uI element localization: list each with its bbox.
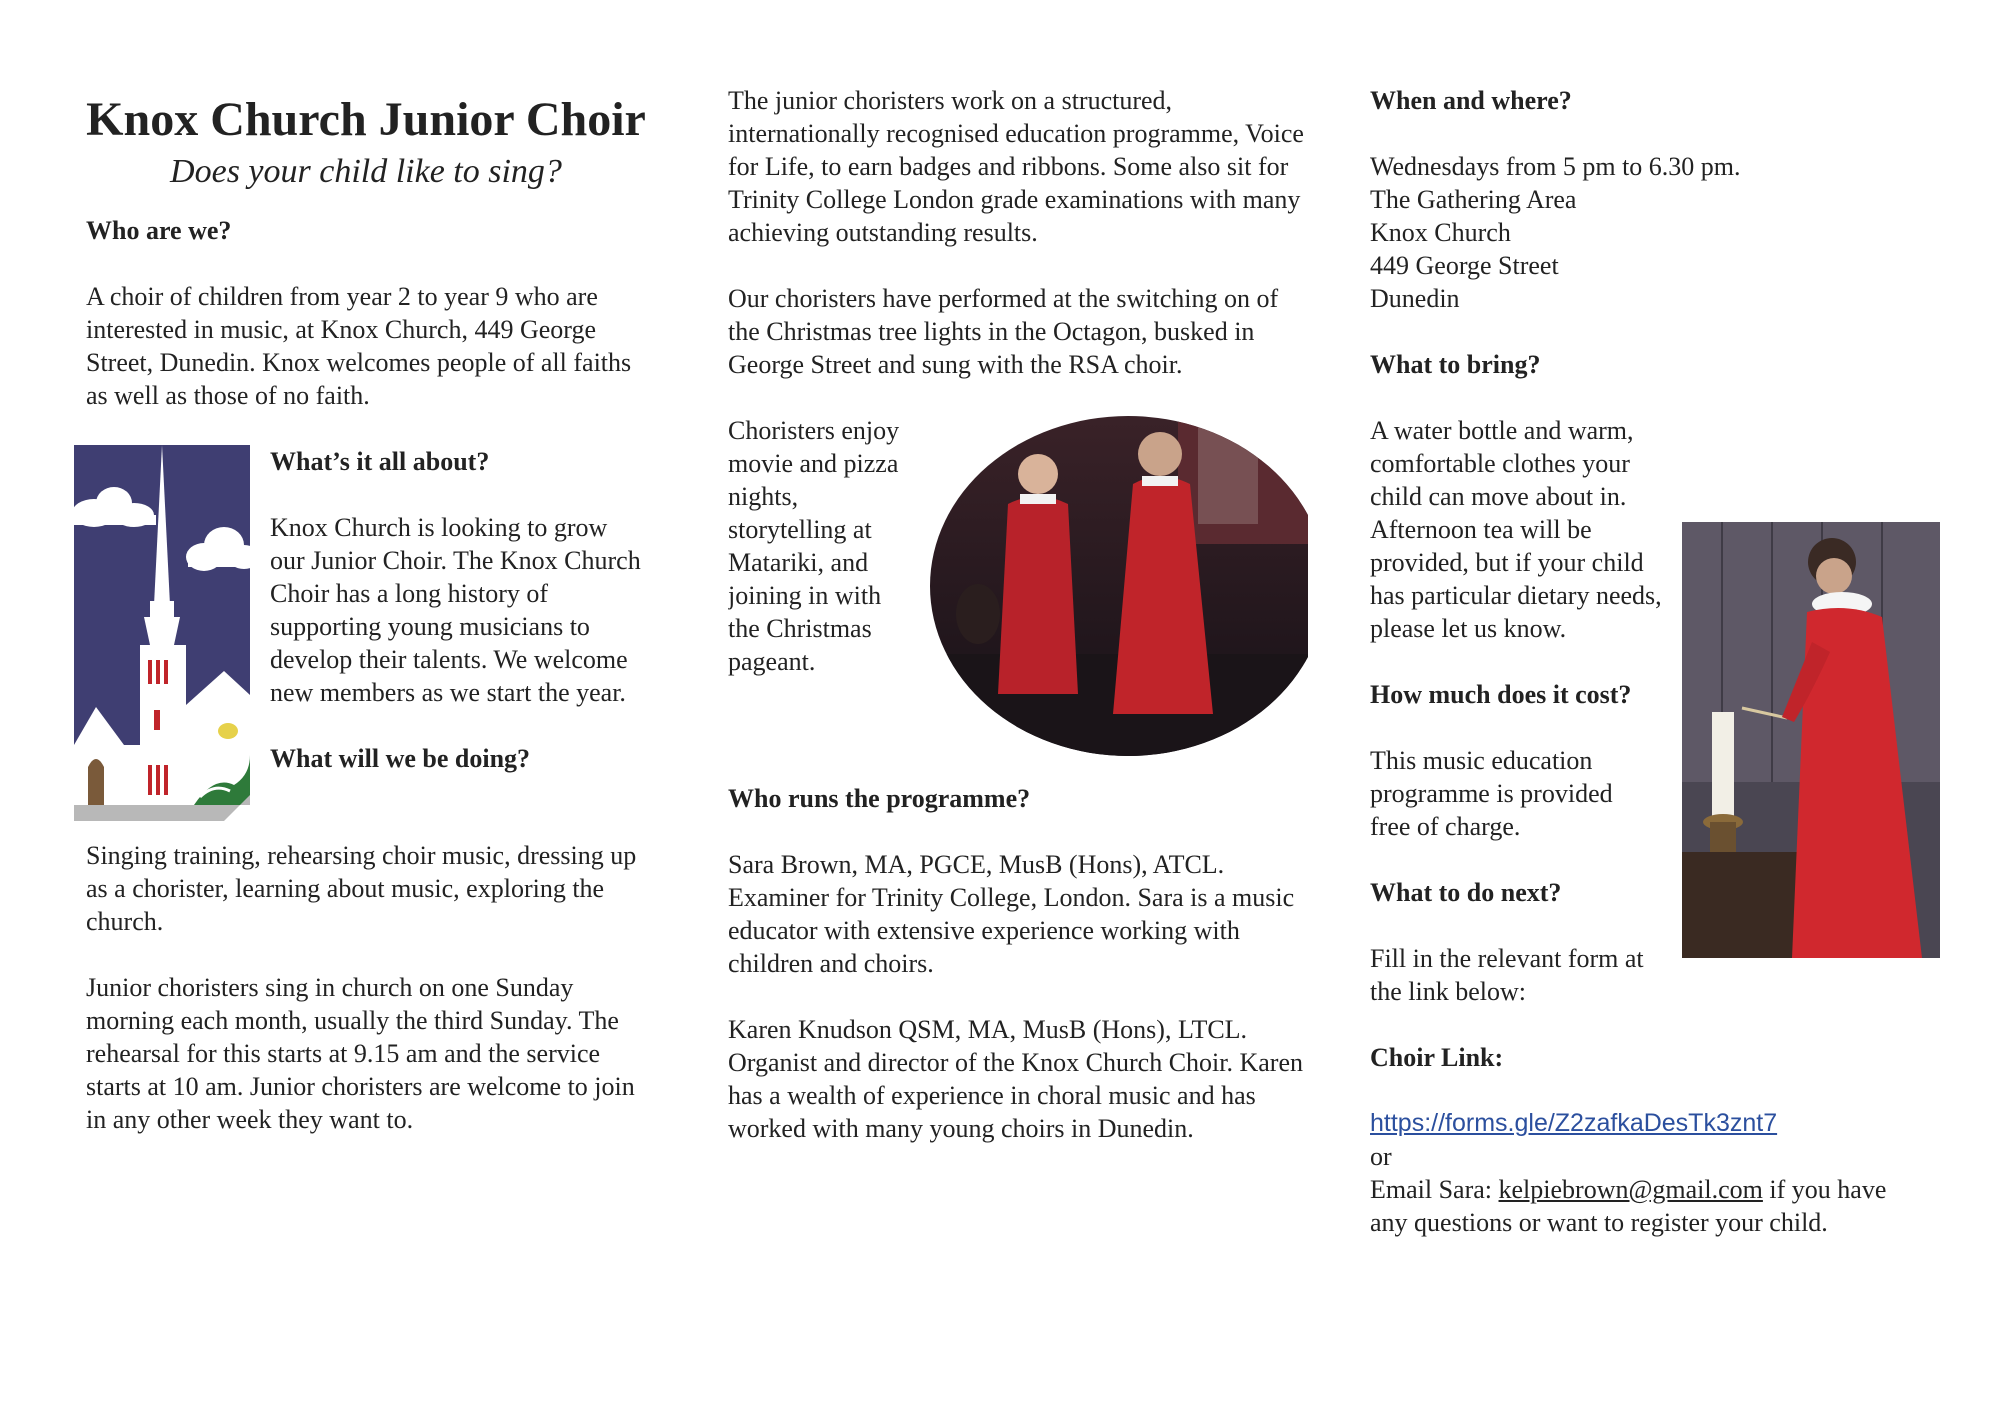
when-line: 449 George Street <box>1370 251 1559 280</box>
doing-text: Singing training, rehearsing choir music, dressing up as a chorister, learning about music, exploring the church. <box>86 841 637 936</box>
karen-text: Karen Knudson QSM, MA, MusB (Hons), LTCL. Organist and director of the Knox Church Choir. Karen has a wealth of experience in choral music and has worked with many young choirs in Dunedin. <box>728 1015 1303 1143</box>
email-link[interactable]: kelpiebrown@gmail.com <box>1498 1175 1763 1204</box>
church-illustration <box>74 445 250 829</box>
or-text: or <box>1370 1142 1392 1171</box>
programme-text: The junior choristers work on a structured, internationally recognised education programme, Voice for Life, to earn badges and ribbons. Some also sit for Trinity College London grade examinations with many achieving outstanding results. <box>728 86 1304 247</box>
bring-heading: What to bring? <box>1370 350 1541 379</box>
choir-form-link[interactable]: https://forms.gle/Z2zafkaDesTk3znt7 <box>1370 1109 1778 1137</box>
enjoy-text: Choristers enjoy movie and pizza nights, storytelling at Matariki, and joining in with the Christmas pageant. <box>728 416 900 676</box>
when-line: Dunedin <box>1370 284 1460 313</box>
column-1 <box>86 84 646 1169</box>
email-paragraph <box>1370 1173 1930 1239</box>
link-heading: Choir Link: <box>1370 1043 1504 1072</box>
about-text: Knox Church is looking to grow our Junior Choir. The Knox Church Choir has a long history of supporting young musicians to develop their talents. We welcome new members as we start the year. <box>270 513 641 707</box>
next-text: Fill in the relevant form at the link below: <box>1370 944 1644 1006</box>
next-heading: What to do next? <box>1370 878 1562 907</box>
about-heading: What’s it all about? <box>270 447 490 476</box>
page-subtitle: Does your child like to sing? <box>170 153 562 190</box>
bring-text: A water bottle and warm, comfortable clothes your child can move about in. Afternoon tea will be provided, but if your child has particular dietary needs, please let us know. <box>1370 416 1662 643</box>
cost-text: This music education programme is provided free of charge. <box>1370 746 1613 841</box>
when-heading: When and where? <box>1370 86 1572 115</box>
who-text: A choir of children from year 2 to year 9 who are interested in music, at Knox Church, 449 George Street, Dunedin. Knox welcomes people of all faiths as well as those of no faith. <box>86 282 632 410</box>
page-title: Knox Church Junior Choir <box>86 93 646 146</box>
doing-heading: What will we be doing? <box>270 744 531 773</box>
when-line: Wednesdays from 5 pm to 6.30 pm. <box>1370 152 1741 181</box>
email-suffix: if you have any questions or want to register your child. <box>1370 1175 1887 1237</box>
column-3 <box>1370 84 1930 1239</box>
when-where-details <box>1370 150 1930 315</box>
choristers-photo <box>928 414 1308 772</box>
cost-heading: How much does it cost? <box>1370 680 1632 709</box>
sara-text: Sara Brown, MA, PGCE, MusB (Hons), ATCL. Examiner for Trinity College, London. Sara is a music educator with extensive experience working with children and choirs. <box>728 850 1295 978</box>
column-2 <box>728 84 1308 1178</box>
runs-heading: Who runs the programme? <box>728 784 1031 813</box>
when-line: Knox Church <box>1370 218 1511 247</box>
sing-text: Junior choristers sing in church on one Sunday morning each month, usually the third Sunday. The rehearsal for this starts at 9.15 am and the service starts at 10 am. Junior choristers are welcome to join in any other week they want to. <box>86 973 635 1134</box>
who-heading: Who are we? <box>86 216 232 245</box>
candle-chorister-photo <box>1682 522 1940 966</box>
performed-text: Our choristers have performed at the switching on of the Christmas tree lights in the Octagon, busked in George Street and sung with the RSA choir. <box>728 284 1279 379</box>
when-line: The Gathering Area <box>1370 185 1577 214</box>
email-prefix: Email Sara: <box>1370 1175 1499 1204</box>
